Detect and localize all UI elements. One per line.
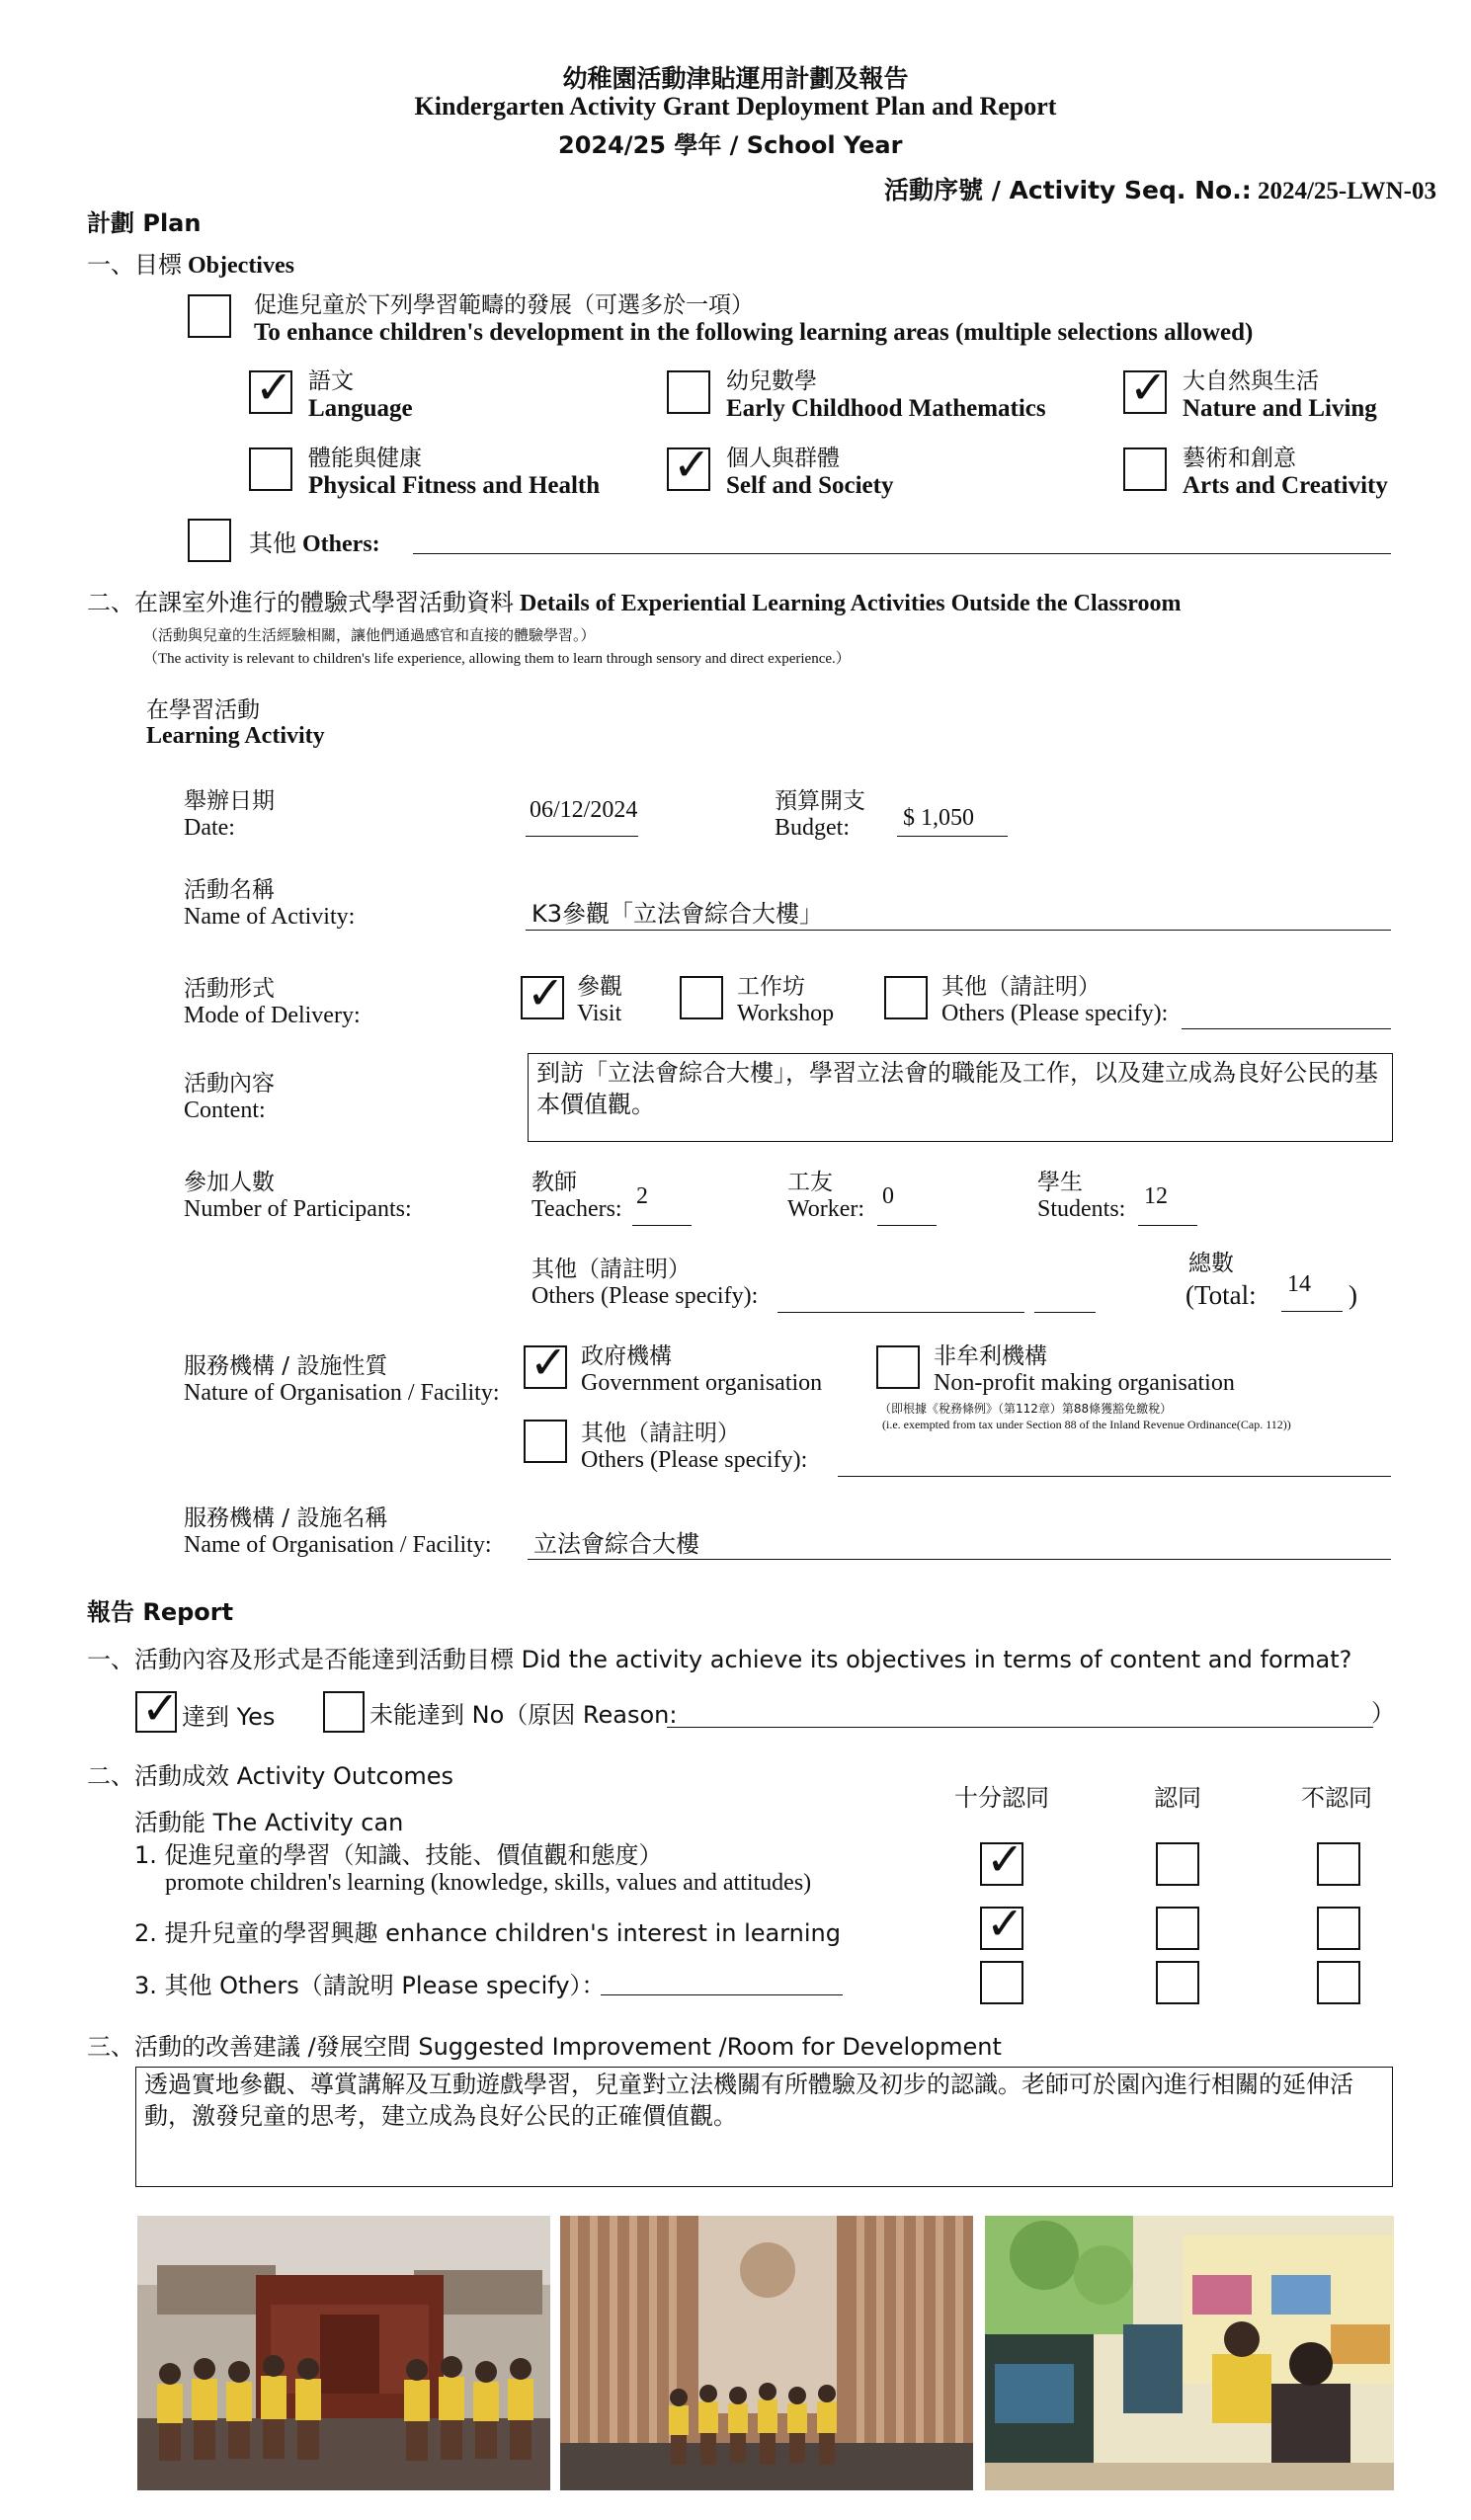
- gov-org-checkbox[interactable]: [524, 1336, 568, 1389]
- mode-workshop-cn: 工作坊: [737, 974, 805, 1000]
- improvement-text: 透過實地參觀、導賞講解及互動遊戲學習，兒童對立法機關有所體驗及初步的認識。老師可於園內進行相關的延伸活動，激發兒童的思考，建立成為良好公民的正確價值觀。: [144, 2071, 1353, 2130]
- outcome-3-agree-checkbox[interactable]: [1156, 1961, 1199, 2004]
- yes-checkbox[interactable]: [135, 1681, 180, 1735]
- area-self-checkbox[interactable]: [667, 438, 711, 491]
- activity-name-cn: 活動名稱: [184, 877, 275, 903]
- details-heading: [87, 583, 1182, 617]
- area-nature-cn: 大自然與生活: [1183, 368, 1319, 394]
- students-en: Students:: [1037, 1196, 1126, 1222]
- area-math-cn: 幼兒數學: [726, 368, 817, 394]
- area-language-cn: 語文: [308, 368, 354, 394]
- participants-others-line[interactable]: [777, 1312, 1024, 1313]
- worker-en: Worker:: [787, 1196, 865, 1222]
- teachers-value: 2: [636, 1183, 648, 1209]
- participants-others-en: Others (Please specify):: [531, 1283, 759, 1309]
- date-line[interactable]: [526, 836, 638, 837]
- plan-heading: 計劃 Plan: [87, 209, 202, 237]
- participants-others-count-line[interactable]: [1034, 1312, 1096, 1313]
- outcome-3-strongly-agree-checkbox[interactable]: [980, 1961, 1023, 2004]
- orgname-cn: 服務機構 / 設施名稱: [184, 1505, 388, 1531]
- budget-value: $ 1,050: [903, 805, 974, 831]
- area-physical-en: Physical Fitness and Health: [308, 472, 601, 499]
- teachers-line[interactable]: [632, 1225, 692, 1226]
- seq-label: 活動序號 / Activity Seq. No.:: [884, 176, 1252, 204]
- checkmark-icon: ✓: [1129, 361, 1168, 414]
- mode-cn: 活動形式: [184, 976, 275, 1002]
- nature-others-checkbox[interactable]: [524, 1420, 567, 1463]
- details-note-en: （The activity is relevant to children's life experience, allowing them to learn through sensory and direct experience.）: [143, 651, 851, 667]
- content-value: 到訪「立法會綜合大樓」，學習立法會的職能及工作，以及建立成為良好公民的基本價值觀。: [536, 1059, 1378, 1118]
- mode-workshop-checkbox[interactable]: [680, 976, 723, 1019]
- participants-en: Number of Participants:: [184, 1196, 412, 1222]
- orgname-en: Name of Organisation / Facility:: [184, 1532, 492, 1558]
- area-arts-en: Arts and Creativity: [1183, 472, 1388, 499]
- report-q1: 一、活動內容及形式是否能達到活動目標 Did the activity achieve its objectives in terms of content and format?: [87, 1646, 1352, 1673]
- classroom-photo-graphic: [985, 2216, 1394, 2490]
- students-line[interactable]: [1138, 1225, 1197, 1226]
- mode-visit-en: Visit: [577, 1001, 622, 1026]
- area-nature-en: Nature and Living: [1183, 395, 1377, 422]
- others-en: Others:: [302, 531, 380, 557]
- mode-others-cn: 其他（請註明）: [941, 974, 1101, 1000]
- details-heading-cn: 二、在課室外進行的體驗式學習活動資料: [87, 589, 514, 616]
- students-value: 12: [1144, 1183, 1168, 1209]
- area-physical-checkbox[interactable]: [249, 447, 292, 491]
- details-note-cn: （活動與兒童的生活經驗相關，讓他們通過感官和直接的體驗學習。）: [143, 626, 596, 644]
- content-en: Content:: [184, 1097, 266, 1123]
- others-objective-checkbox[interactable]: [188, 519, 231, 562]
- chamber-photo-graphic: [137, 2216, 550, 2490]
- outcome-2-disagree-checkbox[interactable]: [1317, 1907, 1360, 1950]
- report-heading: 報告 Report: [87, 1598, 234, 1626]
- area-language-en: Language: [308, 395, 413, 422]
- no-close: ）: [1371, 1699, 1395, 1727]
- budget-line[interactable]: [897, 836, 1008, 837]
- date-cn: 舉辦日期: [184, 788, 275, 814]
- date-value: 06/12/2024: [530, 797, 638, 823]
- area-math-en: Early Childhood Mathematics: [726, 395, 1046, 422]
- col-strongly-agree: 十分認同: [954, 1784, 1049, 1812]
- checkmark-icon: ✓: [530, 1336, 568, 1389]
- orgname-value: 立法會綜合大樓: [533, 1530, 699, 1558]
- mode-workshop-en: Workshop: [737, 1001, 835, 1026]
- mode-others-checkbox[interactable]: [884, 976, 928, 1019]
- npo-checkbox[interactable]: [876, 1345, 920, 1389]
- enhance-checkbox[interactable]: [188, 294, 231, 338]
- worker-cn: 工友: [787, 1170, 833, 1195]
- checkmark-icon: ✓: [673, 438, 711, 491]
- activity-can: 活動能 The Activity can: [134, 1809, 404, 1836]
- objectives-heading-en: Objectives: [188, 253, 294, 279]
- area-physical-cn: 體能與健康: [308, 446, 422, 471]
- objectives-heading: [87, 245, 294, 280]
- outcome-2-strongly-agree-checkbox[interactable]: [980, 1897, 1024, 1950]
- area-arts-cn: 藝術和創意: [1183, 446, 1296, 471]
- mode-others-line[interactable]: [1182, 1028, 1391, 1029]
- nature-others-cn: 其他（請註明）: [581, 1421, 740, 1446]
- content-cn: 活動內容: [184, 1071, 275, 1097]
- participants-cn: 參加人數: [184, 1170, 275, 1195]
- area-math-checkbox[interactable]: [667, 370, 710, 414]
- total-value: 14: [1287, 1271, 1311, 1297]
- teachers-cn: 教師: [531, 1170, 577, 1195]
- outcome-3-line[interactable]: [601, 1994, 843, 1995]
- npo-cn: 非牟利機構: [934, 1343, 1047, 1369]
- mode-others-en: Others (Please specify):: [941, 1001, 1169, 1026]
- no-checkbox[interactable]: [323, 1691, 365, 1733]
- no-reason-line[interactable]: [667, 1727, 1373, 1728]
- improvement-heading: 三、活動的改善建議 /發展空間 Suggested Improvement /Room for Development: [87, 2033, 1002, 2061]
- details-heading-en: Details of Experiential Learning Activities Outside the Classroom: [520, 591, 1182, 616]
- seq-value: 2024/25-LWN-03: [1257, 178, 1436, 204]
- outcome-3-disagree-checkbox[interactable]: [1317, 1961, 1360, 2004]
- outcomes-heading: 二、活動成效 Activity Outcomes: [87, 1762, 454, 1790]
- outcome-3-line1: 3. 其他 Others（請說明 Please specify）：: [134, 1972, 606, 1999]
- nature-cn: 服務機構 / 設施性質: [184, 1353, 388, 1379]
- checkmark-icon: ✓: [986, 1832, 1024, 1886]
- gov-org-en: Government organisation: [581, 1370, 823, 1396]
- checkmark-icon: ✓: [986, 1897, 1024, 1950]
- budget-cn: 預算開支: [775, 788, 865, 814]
- others-objective-line[interactable]: [413, 553, 1391, 554]
- title-cn: 幼稚園活動津貼運用計劃及報告: [562, 64, 909, 93]
- outcome-1-line2: promote children's learning (knowledge, skills, values and attitudes): [165, 1870, 812, 1896]
- mode-visit-cn: 參觀: [577, 974, 622, 1000]
- col-agree: 認同: [1154, 1784, 1201, 1812]
- orgname-line[interactable]: [528, 1559, 1391, 1560]
- learning-activity-en: Learning Activity: [146, 723, 325, 749]
- others-cn: 其他: [249, 529, 296, 557]
- activity-seq-label: [884, 171, 1436, 206]
- enhance-en: To enhance children's development in the following learning areas (multiple selections allowed): [254, 319, 1254, 346]
- npo-en: Non-profit making organisation: [934, 1370, 1235, 1396]
- area-nature-checkbox[interactable]: [1123, 361, 1168, 414]
- nature-en: Nature of Organisation / Facility:: [184, 1380, 500, 1406]
- teachers-en: Teachers:: [531, 1196, 622, 1222]
- area-self-en: Self and Society: [726, 472, 894, 499]
- outcome-2-agree-checkbox[interactable]: [1156, 1907, 1199, 1950]
- participants-others-cn: 其他（請註明）: [531, 1257, 691, 1282]
- yes-label: 達到 Yes: [182, 1703, 276, 1731]
- nature-others-en: Others (Please specify):: [581, 1447, 808, 1473]
- area-language-checkbox[interactable]: [249, 361, 293, 414]
- photo-classroom: [985, 2216, 1394, 2490]
- objectives-heading-cn: 一、目標: [87, 251, 182, 279]
- outcome-1-strongly-agree-checkbox[interactable]: [980, 1832, 1024, 1886]
- no-label: 未能達到 No（原因 Reason:: [369, 1701, 678, 1729]
- nature-others-line[interactable]: [838, 1476, 1391, 1477]
- students-cn: 學生: [1037, 1170, 1083, 1195]
- outcome-1-disagree-checkbox[interactable]: [1317, 1842, 1360, 1886]
- learning-activity-cn: 在學習活動: [146, 697, 260, 723]
- checkmark-icon: ✓: [141, 1681, 180, 1735]
- total-cn: 總數: [1188, 1251, 1234, 1276]
- area-arts-checkbox[interactable]: [1123, 447, 1167, 491]
- gov-org-cn: 政府機構: [581, 1343, 672, 1369]
- outcome-1-line1: 1. 促進兒童的學習（知識、技能、價值觀和態度）: [134, 1841, 663, 1869]
- enhance-cn: 促進兒童於下列學習範疇的發展（可選多於一項）: [254, 292, 754, 318]
- title-en: Kindergarten Activity Grant Deployment Plan and Report: [414, 92, 1057, 121]
- mode-en: Mode of Delivery:: [184, 1003, 361, 1028]
- activity-name-line[interactable]: [526, 930, 1391, 931]
- npo-note-en: (i.e. exempted from tax under Section 88 of the Inland Revenue Ordinance(Cap. 112)): [882, 1418, 1291, 1431]
- lobby-photo-graphic: [560, 2216, 973, 2490]
- date-en: Date:: [184, 815, 235, 841]
- total-en: (Total:: [1185, 1280, 1257, 1310]
- mode-visit-checkbox[interactable]: [521, 966, 565, 1019]
- col-disagree: 不認同: [1301, 1784, 1372, 1812]
- others-objective-label: [249, 524, 380, 558]
- total-close: ): [1348, 1280, 1357, 1310]
- worker-line[interactable]: [877, 1225, 937, 1226]
- worker-value: 0: [882, 1183, 894, 1209]
- activity-name-en: Name of Activity:: [184, 904, 356, 930]
- outcome-1-agree-checkbox[interactable]: [1156, 1842, 1199, 1886]
- npo-note-cn: （即根據《稅務條例》（第112章）第88條獲豁免繳稅）: [879, 1402, 1173, 1416]
- checkmark-icon: ✓: [527, 966, 565, 1019]
- photo-legislative-chamber: [137, 2216, 550, 2490]
- checkmark-icon: ✓: [255, 361, 293, 414]
- total-line[interactable]: [1281, 1311, 1343, 1312]
- area-self-cn: 個人與群體: [726, 446, 840, 471]
- school-year: 2024/25 學年 / School Year: [558, 131, 903, 159]
- budget-en: Budget:: [775, 815, 850, 841]
- activity-name-value: K3參觀「立法會綜合大樓」: [531, 900, 824, 928]
- photo-building-lobby: [560, 2216, 973, 2490]
- outcome-2-line1: 2. 提升兒童的學習興趣 enhance children's interest in learning: [134, 1919, 841, 1947]
